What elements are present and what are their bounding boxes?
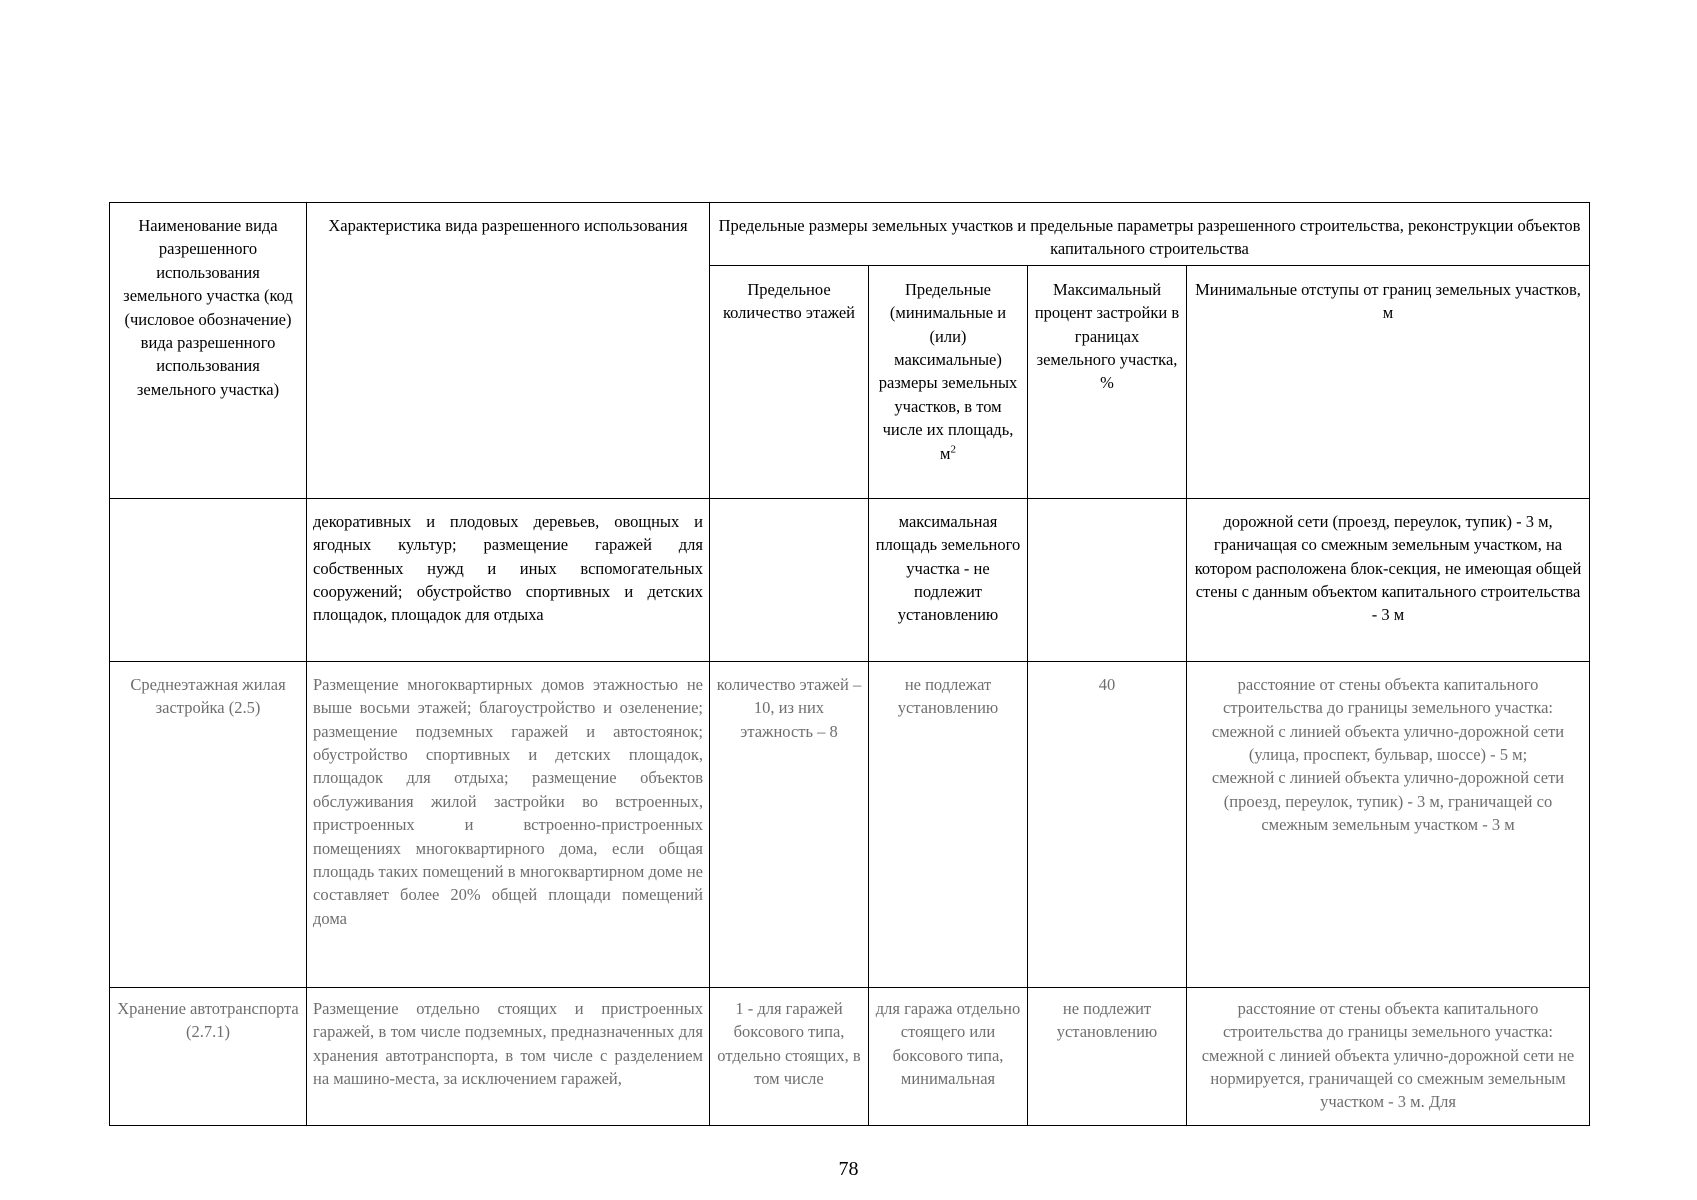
row-floors: [710, 498, 869, 661]
header-row: [110, 203, 1590, 266]
row-name: Среднеэтажная жилая застройка (2.5): [110, 661, 307, 987]
row-floors: количество этажей – 10, из них этажность – 8: [710, 661, 869, 987]
row-setbacks: [1187, 661, 1590, 987]
header-limits: Предельные размеры земельных участков и предельные параметры разрешенного строительства, реконструкции объектов капитального строительства: [710, 203, 1590, 266]
row-setbacks: расстояние от стены объекта капитального строительства до границы земельного участка: смежной с линией объекта улично-дорожной сети не нормируется, граничащей со смежным земельным участком - 3 м. Для: [1187, 987, 1590, 1125]
row-description: Размещение многоквартирных домов этажностью не выше восьми этажей; благоустройство и озеленение; размещение подземных гаражей и автостоянок; обустройство спортивных и детских площадок, площадок для отдыха; размещение объектов обслуживания жилой застройки во встроенных, пристроенных и встроенно-пристроенных помещениях многоквартирного дома, если общая площадь таких помещений в многоквартирном доме не составляет более 20% общей площади помещений дома: [307, 661, 710, 987]
row-name: Хранение автотранспорта (2.7.1): [110, 987, 307, 1125]
table-row: [110, 498, 1590, 661]
header-area-sup: 2: [950, 443, 956, 456]
row-name: [110, 498, 307, 661]
regulations-table: [109, 202, 1590, 1126]
header-area: [869, 265, 1028, 498]
header-name: Наименование вида разрешенного использования земельного участка (код (числовое обозначение) вида разрешенного использования земельного участка): [110, 203, 307, 499]
table-row: [110, 987, 1590, 1125]
header-floors: Предельное количество этажей: [710, 265, 869, 498]
table-row: [110, 661, 1590, 987]
row-setbacks-part: расстояние от стены объекта капитального строительства до границы земельного участка: смежной с линией объекта улично-дорожной сети (улица, проспект, бульвар, шоссе) - 5 м;: [1211, 674, 1565, 765]
page-number: 78: [838, 1158, 859, 1180]
row-description: декоративных и плодовых деревьев, овощных и ягодных культур; размещение гаражей для собственных нужд и иных вспомогательных сооружений; обустройство спортивных и детских площадок, площадок для отдыха: [307, 498, 710, 661]
row-percent: 40: [1028, 661, 1187, 987]
row-description: Размещение отдельно стоящих и пристроенных гаражей, в том числе подземных, предназначенных для хранения автотранспорта, в том числе с разделением на машино-места, за исключением гаражей,: [307, 987, 710, 1125]
header-setbacks: Минимальные отступы от границ земельных участков, м: [1187, 265, 1590, 498]
header-area-text: Предельные (минимальные и (или) максимальные) размеры земельных участков, в том числе их площадь, м: [878, 279, 1018, 463]
row-percent: не подлежит установлению: [1028, 987, 1187, 1125]
row-area: максимальная площадь земельного участка - не подлежит установлению: [869, 498, 1028, 661]
row-area: для гаража отдельно стоящего или боксового типа, минимальная: [869, 987, 1028, 1125]
row-setbacks-part: смежной с линией объекта улично-дорожной сети (проезд, переулок, тупик) - 3 м, граничащей со смежным земельным участком - 3 м: [1211, 768, 1565, 835]
row-floors: 1 - для гаражей боксового типа, отдельно стоящих, в том числе: [710, 987, 869, 1125]
row-area: не подлежат установлению: [869, 661, 1028, 987]
header-description: Характеристика вида разрешенного использования: [307, 203, 710, 499]
header-percent: Максимальный процент застройки в границах земельного участка, %: [1028, 265, 1187, 498]
row-percent: [1028, 498, 1187, 661]
row-setbacks: дорожной сети (проезд, переулок, тупик) - 3 м, граничащая со смежным земельным участком, на котором расположена блок-секция, не имеющая общей стены с данным объектом капитального строительства - 3 м: [1187, 498, 1590, 661]
